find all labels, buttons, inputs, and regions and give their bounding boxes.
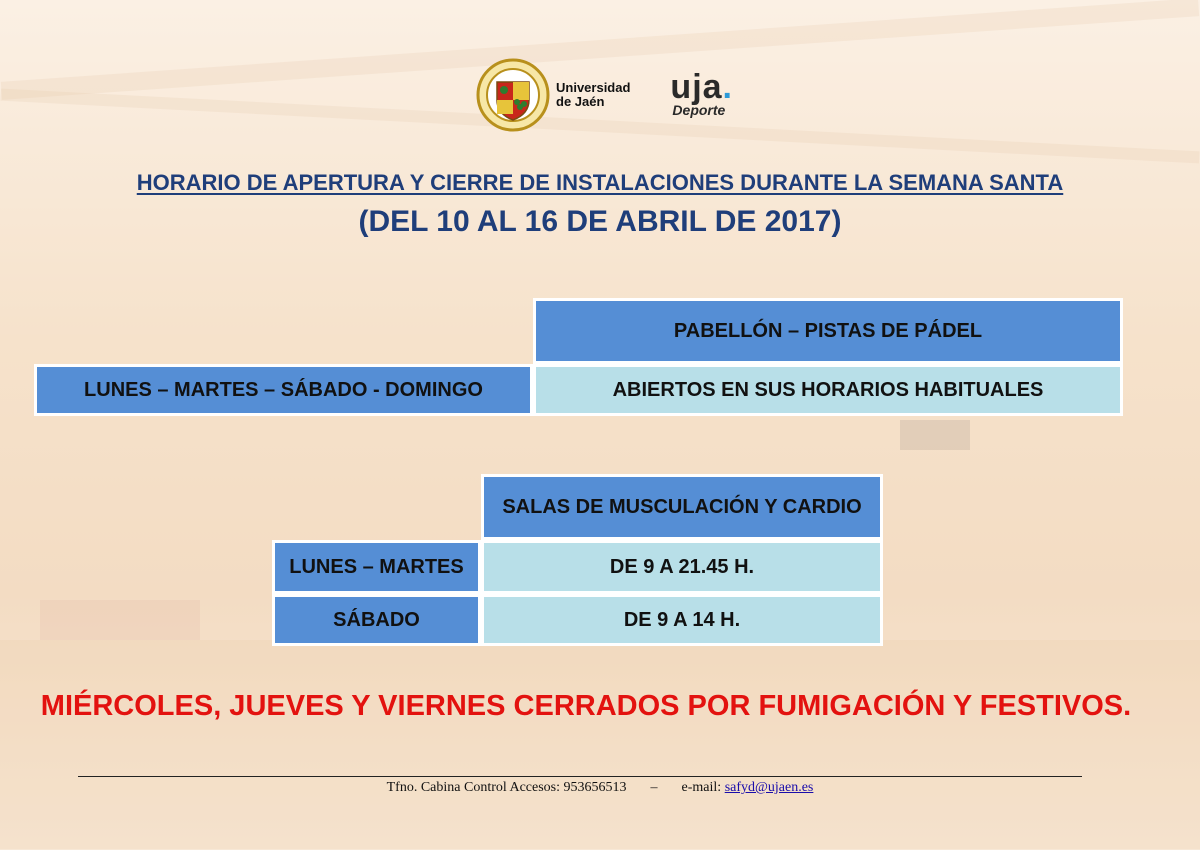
footer-separator: –: [650, 780, 658, 795]
university-seal-icon: [476, 58, 550, 132]
table1-row-value: ABIERTOS EN SUS HORARIOS HABITUALES: [533, 364, 1123, 416]
footer-email-label: e-mail:: [681, 780, 722, 795]
footer-divider: [78, 776, 1082, 777]
university-name-line2: de Jaén: [556, 94, 605, 109]
uja-logo-dot: .: [722, 68, 733, 106]
table2-header: SALAS DE MUSCULACIÓN Y CARDIO: [481, 474, 883, 540]
footer: [0, 780, 1200, 796]
university-name-line1: Universidad: [556, 80, 631, 95]
closure-notice: MIÉRCOLES, JUEVES Y VIERNES CERRADOS POR FUMIGACIÓN Y FESTIVOS.: [40, 690, 1132, 722]
uja-logo-text: uja: [670, 68, 723, 106]
logos: [476, 58, 733, 132]
table2-row-value: DE 9 A 21.45 H.: [481, 540, 883, 594]
footer-email-link[interactable]: safyd@ujaen.es: [724, 780, 814, 795]
page-title: HORARIO DE APERTURA Y CIERRE DE INSTALACIONES DURANTE LA SEMANA SANTA: [136, 170, 1064, 195]
table1-row-label: LUNES – MARTES – SÁBADO - DOMINGO: [34, 364, 533, 416]
table2-row-label: SÁBADO: [272, 594, 481, 646]
university-logo: [476, 58, 630, 132]
table2-row-value: DE 9 A 14 H.: [481, 594, 883, 646]
page-subtitle: (DEL 10 AL 16 DE ABRIL DE 2017): [358, 205, 842, 238]
uja-logo-subtitle: Deporte: [672, 102, 726, 118]
table2-row-label: LUNES – MARTES: [272, 540, 481, 594]
table1-header: PABELLÓN – PISTAS DE PÁDEL: [533, 298, 1123, 364]
uja-deporte-logo: [670, 68, 733, 118]
footer-phone: Tfno. Cabina Control Accesos: 953656513: [386, 780, 627, 795]
